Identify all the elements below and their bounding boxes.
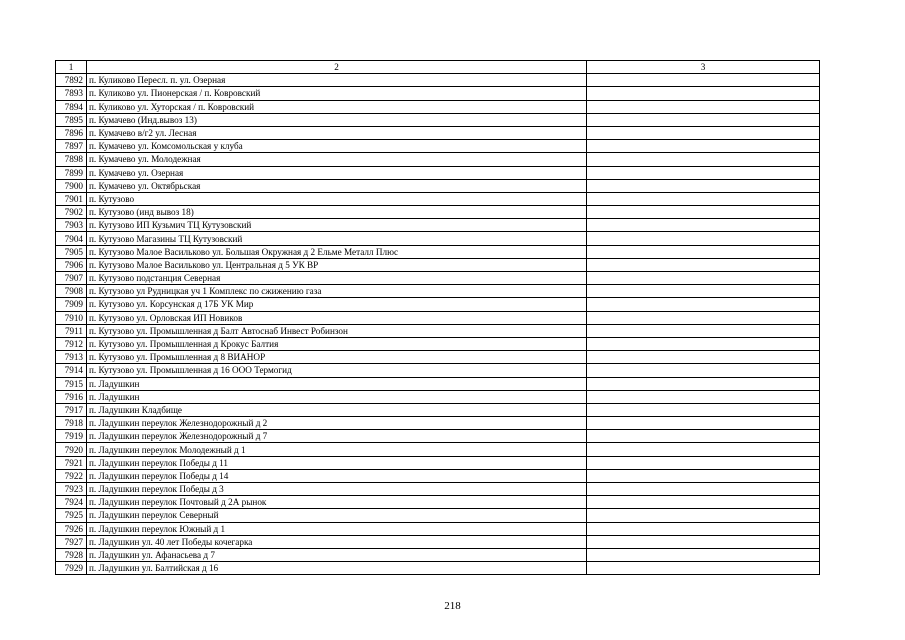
value-cell — [587, 311, 820, 324]
row-number-cell: 7909 — [56, 298, 87, 311]
header-cell-2: 2 — [87, 61, 587, 74]
value-cell — [587, 364, 820, 377]
table-header-row — [56, 61, 820, 74]
address-cell: п. Кутузово Малое Васильково ул. Большая Окружная д 2 Ельме Металл Плюс — [87, 245, 587, 258]
address-cell: п. Кутузово ул. Орловская ИП Новиков — [87, 311, 587, 324]
row-number-cell: 7894 — [56, 100, 87, 113]
value-cell — [587, 377, 820, 390]
value-cell — [587, 192, 820, 205]
value-cell — [587, 140, 820, 153]
address-cell: п. Ладушкин ул. Афанасьева д 7 — [87, 548, 587, 561]
value-cell — [587, 285, 820, 298]
address-cell: п. Кутузово ул Рудницкая уч 1 Комплекс по сжижению газа — [87, 285, 587, 298]
address-cell: п. Ладушкин переулок Молодежный д 1 — [87, 443, 587, 456]
table-row — [56, 469, 820, 482]
address-cell: п. Кутузово ул. Промышленная д 16 ООО Термогид — [87, 364, 587, 377]
row-number-cell: 7911 — [56, 324, 87, 337]
address-cell: п. Кумачево в/г2 ул. Лесная — [87, 126, 587, 139]
value-cell — [587, 403, 820, 416]
table-row — [56, 126, 820, 139]
address-cell: п. Ладушкин переулок Победы д 14 — [87, 469, 587, 482]
row-number-cell: 7913 — [56, 351, 87, 364]
table-row — [56, 562, 820, 575]
row-number-cell: 7901 — [56, 192, 87, 205]
row-number-cell: 7910 — [56, 311, 87, 324]
row-number-cell: 7929 — [56, 562, 87, 575]
address-cell: п. Ладушкин переулок Южный д 1 — [87, 522, 587, 535]
address-cell: п. Ладушкин переулок Железнодорожный д 7 — [87, 430, 587, 443]
address-cell: п. Кутузово (инд вывоз 18) — [87, 206, 587, 219]
address-cell: п. Ладушкин ул. Балтийская д 16 — [87, 562, 587, 575]
row-number-cell: 7906 — [56, 258, 87, 271]
table-row — [56, 364, 820, 377]
value-cell — [587, 206, 820, 219]
address-cell: п. Ладушкин переулок Почтовый д 2А рынок — [87, 496, 587, 509]
row-number-cell: 7905 — [56, 245, 87, 258]
row-number-cell: 7897 — [56, 140, 87, 153]
row-number-cell: 7893 — [56, 87, 87, 100]
address-cell: п. Ладушкин переулок Победы д 3 — [87, 483, 587, 496]
table-row — [56, 351, 820, 364]
row-number-cell: 7908 — [56, 285, 87, 298]
value-cell — [587, 548, 820, 561]
address-cell: п. Ладушкин — [87, 390, 587, 403]
address-cell: п. Кутузово — [87, 192, 587, 205]
table-row — [56, 232, 820, 245]
address-cell: п. Кумачево ул. Молодежная — [87, 153, 587, 166]
page-number: 218 — [444, 600, 461, 612]
table-row — [56, 324, 820, 337]
value-cell — [587, 469, 820, 482]
row-number-cell: 7892 — [56, 74, 87, 87]
row-number-cell: 7898 — [56, 153, 87, 166]
address-cell: п. Кумачево ул. Озерная — [87, 166, 587, 179]
value-cell — [587, 232, 820, 245]
value-cell — [587, 337, 820, 350]
value-cell — [587, 298, 820, 311]
address-cell: п. Куликово ул. Пионерская / п. Ковровский — [87, 87, 587, 100]
address-cell: п. Кутузово Магазины ТЦ Кутузовский — [87, 232, 587, 245]
table-row — [56, 311, 820, 324]
value-cell — [587, 272, 820, 285]
address-cell: п. Куликово ул. Хуторская / п. Ковровский — [87, 100, 587, 113]
table-row — [56, 430, 820, 443]
value-cell — [587, 390, 820, 403]
row-number-cell: 7907 — [56, 272, 87, 285]
row-number-cell: 7917 — [56, 403, 87, 416]
table-row — [56, 522, 820, 535]
table-row — [56, 403, 820, 416]
row-number-cell: 7928 — [56, 548, 87, 561]
row-number-cell: 7914 — [56, 364, 87, 377]
row-number-cell: 7926 — [56, 522, 87, 535]
table-body — [56, 61, 820, 575]
table-row — [56, 443, 820, 456]
table-row — [56, 179, 820, 192]
row-number-cell: 7918 — [56, 417, 87, 430]
table-row — [56, 192, 820, 205]
value-cell — [587, 100, 820, 113]
value-cell — [587, 417, 820, 430]
table-row — [56, 548, 820, 561]
table-row — [56, 206, 820, 219]
address-cell: п. Ладушкин переулок Железнодорожный д 2 — [87, 417, 587, 430]
row-number-cell: 7900 — [56, 179, 87, 192]
row-number-cell: 7924 — [56, 496, 87, 509]
address-cell: п. Кутузово Малое Васильково ул. Центральная д 5 УК ВР — [87, 258, 587, 271]
address-cell: п. Кумачево (Инд.вывоз 13) — [87, 113, 587, 126]
value-cell — [587, 562, 820, 575]
address-cell: п. Ладушкин переулок Северный — [87, 509, 587, 522]
row-number-cell: 7904 — [56, 232, 87, 245]
table-row — [56, 219, 820, 232]
table-row — [56, 456, 820, 469]
value-cell — [587, 443, 820, 456]
value-cell — [587, 535, 820, 548]
value-cell — [587, 166, 820, 179]
row-number-cell: 7927 — [56, 535, 87, 548]
row-number-cell: 7920 — [56, 443, 87, 456]
value-cell — [587, 153, 820, 166]
table-row — [56, 535, 820, 548]
value-cell — [587, 245, 820, 258]
table-row — [56, 337, 820, 350]
row-number-cell: 7921 — [56, 456, 87, 469]
row-number-cell: 7895 — [56, 113, 87, 126]
value-cell — [587, 219, 820, 232]
value-cell — [587, 456, 820, 469]
table-row — [56, 285, 820, 298]
table-row — [56, 100, 820, 113]
address-cell: п. Ладушкин переулок Победы д 11 — [87, 456, 587, 469]
row-number-cell: 7916 — [56, 390, 87, 403]
table-row — [56, 113, 820, 126]
table-row — [56, 377, 820, 390]
value-cell — [587, 258, 820, 271]
table-row — [56, 166, 820, 179]
address-cell: п. Куликово Пересл. п. ул. Озерная — [87, 74, 587, 87]
table-row — [56, 272, 820, 285]
address-cell: п. Ладушкин Кладбище — [87, 403, 587, 416]
address-cell: п. Кумачево ул. Комсомольская у клуба — [87, 140, 587, 153]
value-cell — [587, 351, 820, 364]
table-row — [56, 140, 820, 153]
table-row — [56, 390, 820, 403]
row-number-cell: 7902 — [56, 206, 87, 219]
value-cell — [587, 179, 820, 192]
row-number-cell: 7923 — [56, 483, 87, 496]
table-row — [56, 509, 820, 522]
row-number-cell: 7896 — [56, 126, 87, 139]
address-cell: п. Кутузово ул. Промышленная д 8 ВИАНОР — [87, 351, 587, 364]
table-row — [56, 258, 820, 271]
address-cell: п. Кутузово ИП Кузьмич ТЦ Кутузовский — [87, 219, 587, 232]
table-row — [56, 496, 820, 509]
table-row — [56, 153, 820, 166]
address-cell: п. Кутузово ул. Промышленная д Балт Автоснаб Инвест Робинзон — [87, 324, 587, 337]
table-row — [56, 417, 820, 430]
data-table — [55, 60, 820, 575]
table-row — [56, 483, 820, 496]
value-cell — [587, 87, 820, 100]
value-cell — [587, 113, 820, 126]
header-cell-1: 1 — [56, 61, 87, 74]
table-row — [56, 245, 820, 258]
table-row — [56, 87, 820, 100]
row-number-cell: 7925 — [56, 509, 87, 522]
row-number-cell: 7912 — [56, 337, 87, 350]
value-cell — [587, 509, 820, 522]
row-number-cell: 7903 — [56, 219, 87, 232]
table-row — [56, 298, 820, 311]
address-cell: п. Кумачево ул. Октябрьская — [87, 179, 587, 192]
header-cell-3: 3 — [587, 61, 820, 74]
address-cell: п. Кутузово ул. Промышленная д Крокус Балтия — [87, 337, 587, 350]
value-cell — [587, 126, 820, 139]
value-cell — [587, 324, 820, 337]
value-cell — [587, 483, 820, 496]
address-cell: п. Ладушкин — [87, 377, 587, 390]
table-row — [56, 74, 820, 87]
row-number-cell: 7915 — [56, 377, 87, 390]
value-cell — [587, 522, 820, 535]
value-cell — [587, 74, 820, 87]
value-cell — [587, 430, 820, 443]
row-number-cell: 7922 — [56, 469, 87, 482]
address-cell: п. Кутузово ул. Корсунская д 17Б УК Мир — [87, 298, 587, 311]
address-cell: п. Ладушкин ул. 40 лет Победы кочегарка — [87, 535, 587, 548]
row-number-cell: 7919 — [56, 430, 87, 443]
value-cell — [587, 496, 820, 509]
row-number-cell: 7899 — [56, 166, 87, 179]
address-cell: п. Кутузово подстанция Северная — [87, 272, 587, 285]
